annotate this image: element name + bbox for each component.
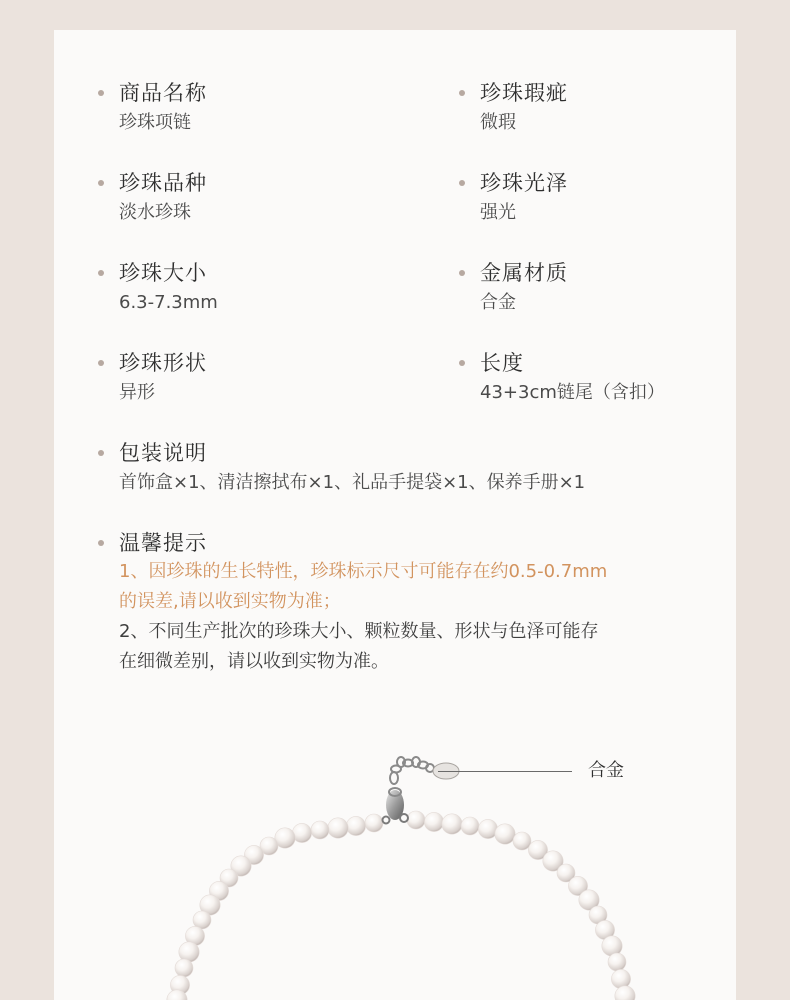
spec-label: 珍珠瑕疵 xyxy=(480,81,568,105)
pearl-bead xyxy=(175,959,193,977)
callout-line xyxy=(438,771,572,772)
spec-label: 珍珠大小 xyxy=(119,261,207,285)
pearl-bead xyxy=(407,811,425,829)
spec-value: 强光 xyxy=(480,202,516,223)
callout-label: 合金 xyxy=(588,760,624,781)
pearl-bead xyxy=(424,812,443,831)
pearl-bead xyxy=(611,969,630,988)
spec-value: 合金 xyxy=(480,292,516,313)
pearl-bead xyxy=(461,817,479,835)
spec-value: 微瑕 xyxy=(480,112,516,133)
spec-value: 淡水珍珠 xyxy=(119,202,191,223)
spec-label: 商品名称 xyxy=(119,81,207,105)
spec-label: 金属材质 xyxy=(480,261,568,285)
spec-value: 首饰盒×1、清洁擦拭布×1、礼品手提袋×1、保养手册×1 xyxy=(119,472,586,493)
extension-chain xyxy=(390,757,434,784)
tips-line-1a: 1、因珍珠的生长特性，珍珠标示尺寸可能存在约0.5-0.7mm xyxy=(119,561,608,582)
spec-value: 6.3-7.3mm xyxy=(119,292,218,313)
pearl-bead xyxy=(513,832,531,850)
spec-value: 珍珠项链 xyxy=(119,112,191,133)
pearl-bead xyxy=(365,814,383,832)
pearl-bead xyxy=(346,816,365,835)
pearl-bead xyxy=(495,824,515,844)
spec-value: 异形 xyxy=(119,382,155,403)
lobster-clasp xyxy=(383,788,409,824)
pearl-bead xyxy=(608,953,626,971)
spec-value: 43+3cm链尾（含扣） xyxy=(480,382,665,403)
spec-label: 包装说明 xyxy=(119,441,207,465)
pearl-bead xyxy=(328,818,348,838)
spec-label: 长度 xyxy=(480,351,524,375)
tips-line-1b: 的误差,请以收到实物为准； xyxy=(119,591,341,612)
pearl-bead xyxy=(442,814,462,834)
tips-label: 温馨提示 xyxy=(119,531,207,555)
spec-label: 珍珠光泽 xyxy=(480,171,568,195)
tips-line-2a: 2、不同生产批次的珍珠大小、颗粒数量、形状与色泽可能存 xyxy=(119,621,599,642)
spec-label: 珍珠形状 xyxy=(119,351,207,375)
spec-label: 珍珠品种 xyxy=(119,171,207,195)
tips-line-2b: 在细微差别，请以收到实物为准。 xyxy=(119,651,389,672)
pearl-bead xyxy=(311,821,329,839)
pearl-strand xyxy=(167,811,635,1000)
